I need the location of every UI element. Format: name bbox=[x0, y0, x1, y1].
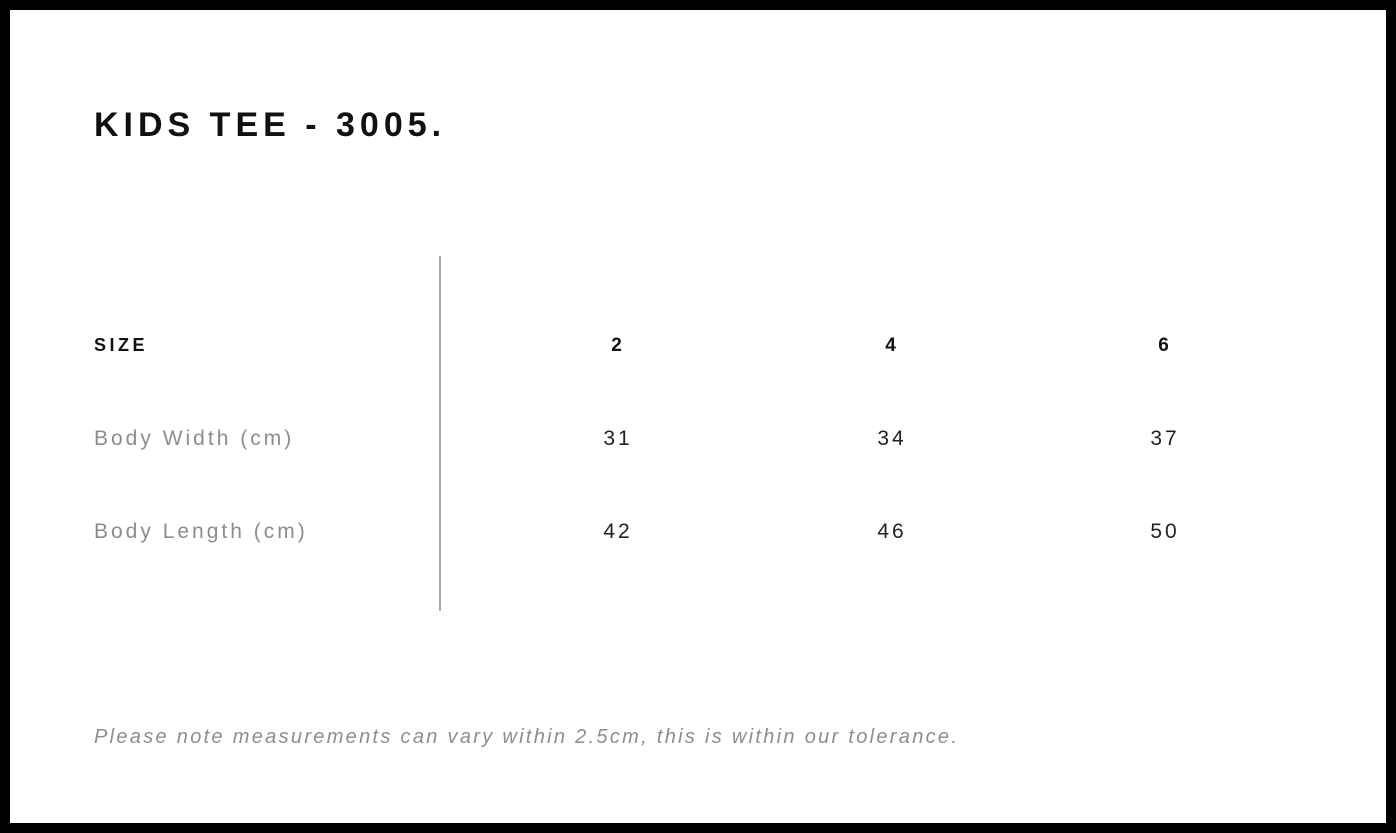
table-header-row bbox=[10, 335, 1386, 375]
cell-body-width-size-3: 37 bbox=[1150, 427, 1180, 450]
cell-body-length-size-3: 50 bbox=[1150, 520, 1180, 543]
tolerance-note: Please note measurements can vary within 2.5cm, this is within our tolerance. bbox=[94, 726, 960, 748]
cell-body-width-size-2: 34 bbox=[877, 427, 907, 450]
cell-body-width-size-1: 31 bbox=[603, 427, 633, 450]
size-chart-table bbox=[10, 10, 1386, 823]
table-header-size-2: 4 bbox=[885, 335, 899, 356]
table-header-size-1: 2 bbox=[611, 335, 625, 356]
size-chart-page bbox=[10, 10, 1386, 823]
row-label-body-length: Body Length (cm) bbox=[94, 520, 308, 543]
page-title: KIDS TEE - 3005. bbox=[94, 106, 447, 144]
cell-body-length-size-2: 46 bbox=[877, 520, 907, 543]
row-label-body-width: Body Width (cm) bbox=[94, 427, 295, 450]
table-header-label: SIZE bbox=[94, 335, 149, 355]
table-row bbox=[10, 427, 1386, 467]
table-header-size-3: 6 bbox=[1158, 335, 1172, 356]
table-row bbox=[10, 520, 1386, 560]
cell-body-length-size-1: 42 bbox=[603, 520, 633, 543]
